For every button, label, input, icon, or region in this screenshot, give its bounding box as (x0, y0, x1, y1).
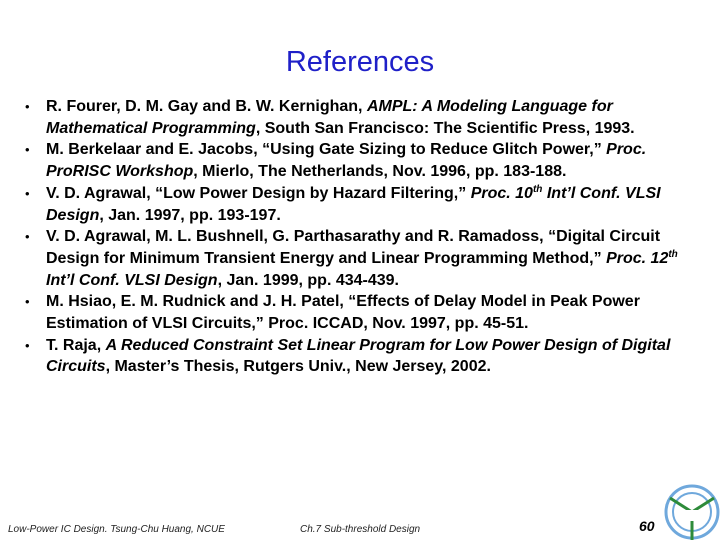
reference-item (22, 335, 702, 378)
reference-text: , Mierlo, The Netherlands, Nov. 1996, pp. 183-188. (193, 163, 567, 181)
reference-text: , South San Francisco: The Scientific Press, 1993. (255, 119, 635, 137)
reference-text: Int’l Conf. VLSI Design (46, 184, 661, 224)
reference-text: , Jan. 1999, pp. 434-439. (217, 271, 399, 289)
reference-text: V. D. Agrawal, “Low Power Design by Hazard Filtering,” (46, 184, 471, 202)
reference-item (22, 291, 702, 334)
footer-chapter: Ch.7 Sub-threshold Design (300, 524, 421, 535)
reference-text: Proc. ProRISC Workshop (46, 141, 647, 181)
reference-text: T. Raja, (46, 336, 106, 354)
reference-text: Proc. 10 (470, 184, 533, 202)
bullet-icon: • (25, 294, 30, 310)
reference-text: , Master’s Thesis, Rutgers Univ., New Jersey, 2002. (105, 358, 491, 376)
reference-text: V. D. Agrawal, M. L. Bushnell, G. Parthasarathy and R. Ramadoss, “Digital Circuit Design for Minimum Transient Energy and Linear Programming Method,” (46, 228, 661, 267)
reference-item (22, 96, 702, 139)
reference-text: M. Hsiao, E. M. Rudnick and J. H. Patel, “Effects of Delay Model in Peak Power Estimation of VLSI Circuits,” Proc. ICCAD, Nov. 1997, pp. 45-51. (46, 293, 640, 333)
reference-item (22, 226, 702, 291)
reference-item (22, 183, 702, 226)
page-number: 60 (639, 518, 655, 534)
bullet-icon: • (25, 337, 30, 353)
reference-text: , Jan. 1997, pp. 193-197. (99, 206, 281, 224)
reference-text: A Reduced Constraint Set Linear Program for Low Power Design of Digital Circuits (46, 336, 671, 376)
university-logo-icon (662, 482, 720, 540)
bullet-icon: • (25, 99, 30, 114)
page-title: References (285, 46, 435, 78)
reference-item (22, 139, 702, 182)
reference-text: Proc. 12 (606, 249, 669, 267)
reference-text: M. Berkelaar and E. Jacobs, “Using Gate Sizing to Reduce Glitch Power,” (46, 141, 607, 159)
bullet-icon: • (25, 185, 30, 201)
reference-text: th (668, 248, 678, 260)
reference-text: AMPL: A Modeling Language for Mathematical Programming (46, 98, 613, 137)
reference-list (22, 96, 702, 378)
footer-author: Low-Power IC Design. Tsung-Chu Huang, NCUE (8, 524, 225, 535)
reference-text: Int’l Conf. VLSI Design (46, 271, 218, 289)
reference-text: R. Fourer, D. M. Gay and B. W. Kernighan, (46, 98, 367, 115)
reference-text: th (532, 183, 543, 195)
bullet-icon: • (25, 142, 30, 158)
bullet-icon: • (25, 229, 30, 245)
